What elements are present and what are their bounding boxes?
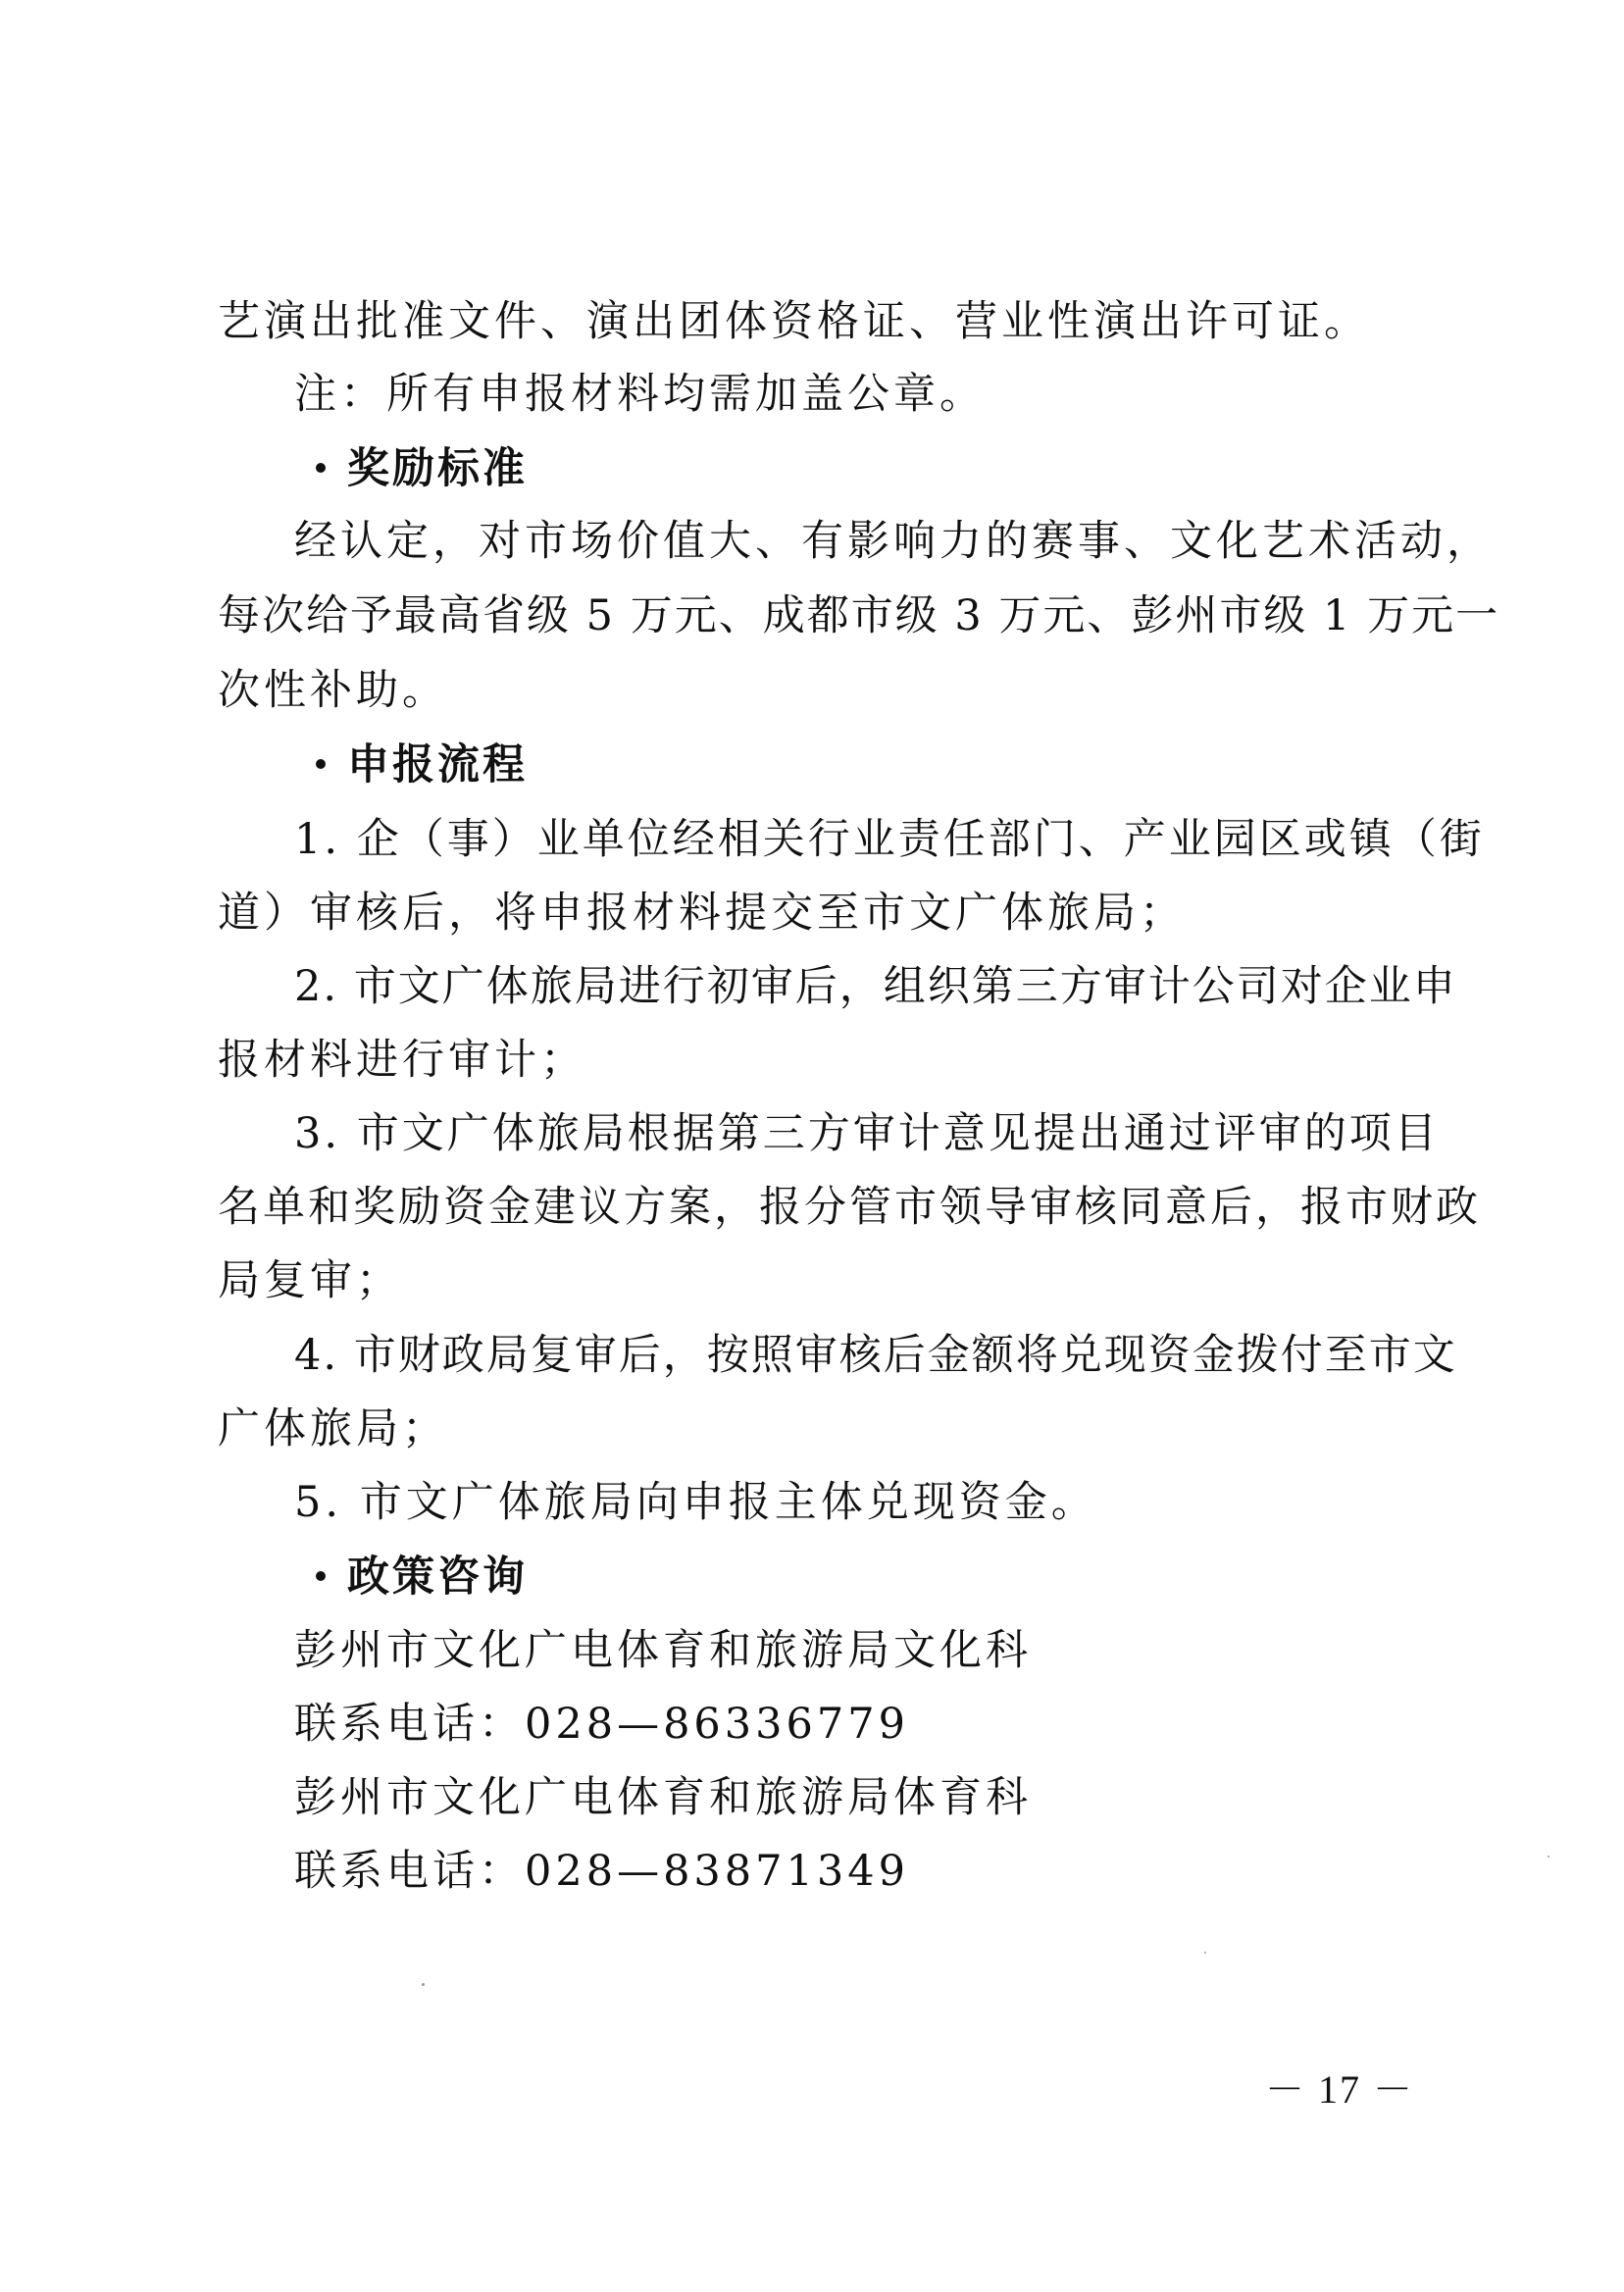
process-step-3-line-1: 3. 市文广体旅局根据第三方审计意见提出通过评审的项目 xyxy=(294,1109,1440,1158)
process-step-3-line-2: 名单和奖励资金建议方案，报分管市领导审核同意后，报市财政 xyxy=(218,1183,1481,1232)
body-line-3: 经认定，对市场价值大、有影响力的赛事、文化艺术活动， xyxy=(294,517,1493,566)
section-heading-policy-consultation xyxy=(316,1548,528,1606)
process-step-1-line-1: 1. 企（事）业单位经相关行业责任部门、产业园区或镇（街 xyxy=(294,815,1485,864)
body-line-1: 艺演出批准文件、演出团体资格证、营业性演出许可证。 xyxy=(218,297,1370,346)
body-line-4: 每次给予最高省级 5 万元、成都市级 3 万元、彭州市级 1 万元一 xyxy=(218,591,1500,640)
heading-text: 奖励标准 xyxy=(347,444,528,493)
contact-department-culture: 彭州市文化广电体育和旅游局文化科 xyxy=(294,1626,1032,1675)
scan-speck xyxy=(422,1983,425,1986)
process-step-1-line-2: 道）审核后，将申报材料提交至市文广体旅局； xyxy=(218,889,1186,938)
scan-speck xyxy=(1204,1952,1206,1954)
scan-speck xyxy=(1548,1856,1549,1858)
process-step-3-line-3: 局复审； xyxy=(218,1256,402,1305)
section-heading-application-process xyxy=(316,736,528,794)
process-step-5: 5. 市文广体旅局向申报主体兑现资金。 xyxy=(294,1478,1097,1527)
body-line-5: 次性补助。 xyxy=(218,666,448,715)
process-step-4-line-2: 广体旅局； xyxy=(218,1404,448,1453)
contact-phone-culture: 联系电话：028—86336779 xyxy=(294,1700,909,1749)
contact-department-sports: 彭州市文化广电体育和旅游局体育科 xyxy=(294,1773,1032,1822)
process-step-2-line-1: 2. 市文广体旅局进行初审后，组织第三方审计公司对企业申 xyxy=(294,962,1457,1011)
section-heading-reward-standard xyxy=(316,439,528,498)
bullet-icon xyxy=(316,463,326,473)
bullet-icon xyxy=(316,759,326,769)
heading-text: 政策咨询 xyxy=(347,1553,528,1602)
page-number: － 17 － xyxy=(1265,2067,1414,2112)
note-line: 注：所有申报材料均需加盖公章。 xyxy=(294,370,986,419)
contact-phone-sports: 联系电话：028—83871349 xyxy=(294,1847,909,1896)
bullet-icon xyxy=(316,1571,326,1581)
heading-text: 申报流程 xyxy=(347,740,528,789)
process-step-2-line-2: 报材料进行审计； xyxy=(218,1036,586,1085)
process-step-4-line-1: 4. 市财政局复审后，按照审核后金额将兑现资金拨付至市文 xyxy=(294,1331,1457,1380)
